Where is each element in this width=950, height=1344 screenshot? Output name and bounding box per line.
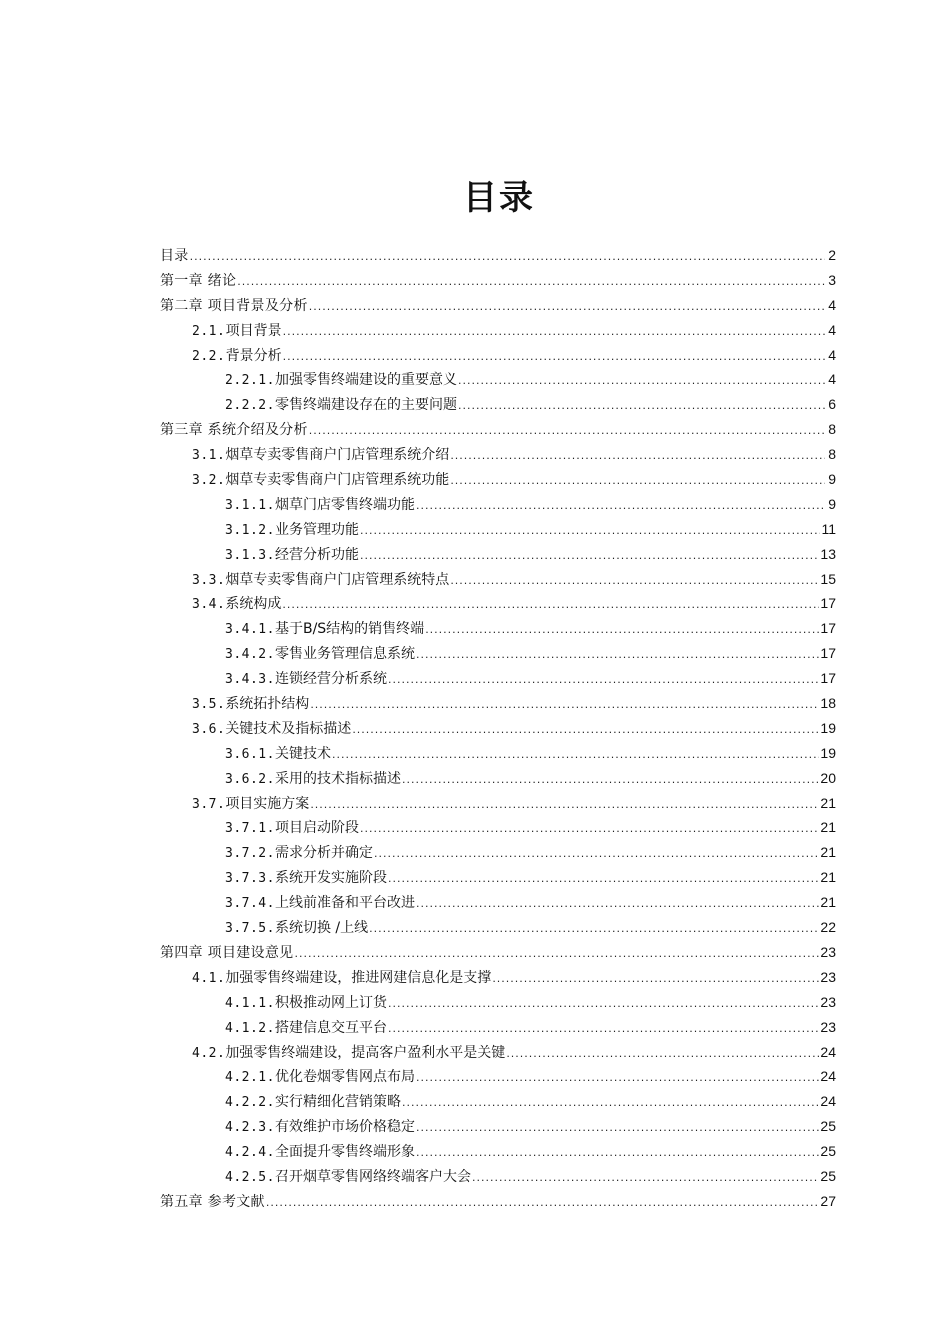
toc-entry-page-number: 19 (820, 744, 836, 761)
toc-entry-label: 需求分析并确定 (274, 845, 373, 862)
toc-entry[interactable] (160, 1015, 836, 1040)
toc-entry-page-number: 4 (828, 321, 836, 338)
toc-entry[interactable] (160, 616, 836, 641)
toc-entry-page-number: 21 (820, 819, 836, 836)
toc-entry-page-number: 24 (820, 1043, 836, 1060)
dot-leader (388, 867, 819, 892)
dot-leader (425, 618, 819, 643)
dot-leader (332, 743, 819, 768)
page-title: 目录 (463, 178, 535, 218)
toc-entry-number: 3.6. (192, 721, 226, 737)
toc-entry-label: 连锁经营分析系统 (274, 671, 387, 688)
toc-entry-page-number: 8 (828, 421, 836, 438)
toc-entry[interactable] (160, 367, 836, 392)
toc-entry-label: 第三章 系统介绍及分析 (160, 422, 308, 439)
toc-entry-number: 3.6.1. (225, 746, 275, 762)
toc-entry-number: 4.2.3. (225, 1120, 275, 1136)
toc-entry[interactable] (160, 915, 836, 940)
toc-entry-label: 项目启动阶段 (274, 820, 359, 837)
toc-entry-number: 2.2.1. (225, 373, 275, 389)
toc-entry[interactable] (160, 392, 836, 417)
toc-entry[interactable] (160, 417, 836, 442)
toc-entry-page-number: 2 (828, 247, 836, 263)
toc-entry-label: 基于B/S结构的销售终端 (274, 621, 425, 638)
toc-entry-label: 烟草门店零售终端功能 (274, 496, 415, 513)
toc-entry[interactable] (160, 815, 836, 840)
toc-entry-number: 3.3. (192, 572, 226, 588)
toc-entry-page-number: 21 (820, 894, 836, 911)
dot-leader (416, 1116, 819, 1141)
toc-entry-number: 3.5. (192, 697, 226, 713)
toc-entry[interactable] (160, 1139, 836, 1164)
toc-entry-page-number: 27 (820, 1192, 836, 1209)
toc-entry-page-number: 25 (820, 1118, 836, 1135)
toc-entry[interactable] (160, 517, 836, 542)
toc-entry-label: 项目背景 (225, 322, 282, 339)
toc-entry-page-number: 20 (820, 769, 836, 786)
dot-leader (458, 394, 825, 419)
toc-entry-page-number: 23 (820, 993, 836, 1010)
toc-entry-number: 3.4.1. (225, 622, 275, 638)
dot-leader (472, 1166, 819, 1191)
toc-entry-label: 积极推动网上订货 (274, 994, 387, 1011)
dot-leader (360, 817, 819, 842)
toc-entry-number: 4.1.1. (225, 995, 275, 1011)
dot-leader (352, 718, 819, 743)
toc-entry-number: 4.2.2. (225, 1095, 275, 1111)
toc-entry[interactable] (160, 243, 836, 268)
toc-entry-label: 系统开发实施阶段 (274, 870, 387, 887)
toc-entry-label: 关键技术 (274, 745, 331, 762)
dot-leader (360, 544, 819, 569)
toc-entry-page-number: 9 (828, 471, 836, 488)
dot-leader (416, 892, 819, 917)
toc-entry-number: 3.1.3. (225, 547, 275, 563)
toc-entry-page-number: 24 (820, 1093, 836, 1110)
toc-entry[interactable] (160, 343, 836, 368)
dot-leader (450, 569, 819, 594)
toc-entry-number: 3.2. (192, 473, 226, 489)
toc-entry-label: 有效维护市场价格稳定 (274, 1119, 415, 1136)
dot-leader (388, 1017, 819, 1042)
toc-entry-page-number: 17 (820, 645, 836, 662)
toc-entry-label: 项目实施方案 (225, 795, 310, 812)
toc-entry[interactable] (160, 890, 836, 915)
toc-entry[interactable] (160, 641, 836, 666)
dot-leader (416, 643, 819, 668)
toc-entry-page-number: 17 (820, 595, 836, 612)
toc-entry-page-number: 21 (820, 869, 836, 886)
toc-entry-number: 3.7.5. (225, 921, 275, 937)
toc-entry-page-number: 4 (828, 296, 836, 313)
toc-entry-page-number: 19 (820, 719, 836, 736)
toc-entry[interactable] (160, 865, 836, 890)
dot-leader (237, 270, 825, 295)
toc-entry[interactable] (160, 766, 836, 791)
dot-leader (309, 295, 825, 320)
toc-entry-label: 系统切换 /上线 (274, 920, 369, 937)
dot-leader (310, 693, 819, 718)
dot-leader (450, 469, 825, 494)
toc-entry-page-number: 17 (820, 670, 836, 687)
toc-entry-label: 背景分析 (225, 347, 282, 364)
dot-leader (369, 917, 819, 942)
toc-entry-label: 优化卷烟零售网点布局 (274, 1069, 415, 1086)
toc-entry-number: 3.1.1. (225, 497, 275, 513)
toc-entry-label: 召开烟草零售网络终端客户大会 (274, 1168, 471, 1185)
toc-entry-number: 4.2.4. (225, 1145, 275, 1161)
dot-leader (402, 1091, 819, 1116)
toc-entry-label: 零售终端建设存在的主要问题 (274, 397, 457, 414)
toc-entry-number: 3.4.3. (225, 672, 275, 688)
toc-entry-label: 加强零售终端建设的重要意义 (274, 372, 457, 389)
toc-entry-label: 系统构成 (225, 596, 282, 613)
toc-entry-number: 3.1.2. (225, 522, 275, 538)
toc-entry[interactable] (160, 691, 836, 716)
dot-leader (402, 768, 819, 793)
toc-entry-number: 3.4.2. (225, 647, 275, 663)
toc-entry-number: 4.2.5. (225, 1169, 275, 1185)
toc-entry[interactable] (160, 1040, 836, 1065)
toc-entry[interactable] (160, 293, 836, 318)
toc-entry-page-number: 21 (820, 844, 836, 861)
toc-entry-label: 烟草专卖零售商户门店管理系统功能 (225, 472, 450, 489)
toc-entry-page-number: 17 (820, 620, 836, 637)
dot-leader (416, 1141, 819, 1166)
toc-entry-number: 3.4. (192, 597, 226, 613)
toc-entry-page-number: 25 (820, 1167, 836, 1184)
dot-leader (294, 942, 819, 967)
toc-entry-label: 第一章 绪论 (160, 272, 237, 289)
toc-entry-page-number: 11 (821, 520, 836, 537)
toc-entry-label: 全面提升零售终端形象 (274, 1144, 415, 1161)
toc-entry[interactable] (160, 467, 836, 492)
toc-entry-number: 4.1.2. (225, 1020, 275, 1036)
dot-leader (458, 369, 825, 394)
toc-entry[interactable] (160, 1064, 836, 1089)
toc-entry[interactable] (160, 965, 836, 990)
toc-entry-page-number: 15 (820, 570, 836, 587)
toc-entry[interactable] (160, 318, 836, 343)
toc-entry-number: 2.2. (192, 348, 226, 364)
toc-entry-label: 零售业务管理信息系统 (274, 646, 415, 663)
toc-entry-label: 系统拓扑结构 (225, 696, 310, 713)
toc-entry-label: 经营分析功能 (274, 546, 359, 563)
toc-entry-number: 3.7.2. (225, 846, 275, 862)
toc-entry-label: 烟草专卖零售商户门店管理系统介绍 (225, 447, 450, 464)
toc-entry[interactable] (160, 1189, 836, 1214)
toc-entry[interactable] (160, 741, 836, 766)
toc-entry-number: 3.7.3. (225, 871, 275, 887)
toc-entry-label: 关键技术及指标描述 (225, 720, 352, 737)
toc-entry-page-number: 9 (828, 495, 836, 512)
dot-leader (266, 1191, 820, 1216)
toc-entry-label: 目录 (160, 248, 189, 264)
toc-entry-page-number: 3 (828, 271, 836, 288)
dot-leader (388, 668, 819, 693)
toc-entry-number: 3.1. (192, 448, 226, 464)
dot-leader (374, 842, 819, 867)
toc-entry-page-number: 23 (820, 968, 836, 985)
toc-entry-label: 上线前准备和平台改进 (274, 895, 415, 912)
dot-leader (360, 519, 820, 544)
toc-entry[interactable] (160, 442, 836, 467)
dot-leader (310, 793, 819, 818)
toc-entry-number: 3.7. (192, 796, 226, 812)
toc-entry[interactable] (160, 1164, 836, 1189)
toc-entry-label: 第四章 项目建设意见 (160, 944, 294, 961)
toc-entry-number: 2.2.2. (225, 398, 275, 414)
toc-entry-page-number: 25 (820, 1143, 836, 1160)
toc-entry-label: 加强零售终端建设，推进网建信息化是支撑 (225, 969, 492, 986)
toc-entry-number: 3.6.2. (225, 771, 275, 787)
dot-leader (388, 992, 819, 1017)
toc-entry[interactable] (160, 940, 836, 965)
toc-entry-label: 采用的技术指标描述 (274, 770, 401, 787)
toc-entry-label: 搭建信息交互平台 (274, 1019, 387, 1036)
toc-entry-label: 实行精细化营销策略 (274, 1094, 401, 1111)
toc-entry-page-number: 24 (820, 1068, 836, 1085)
toc-entry-label: 第二章 项目背景及分析 (160, 297, 308, 314)
toc-entry[interactable] (160, 666, 836, 691)
toc-entry-label: 业务管理功能 (274, 521, 359, 538)
toc-entry[interactable] (160, 840, 836, 865)
toc-entry[interactable] (160, 1114, 836, 1139)
dot-leader (416, 1066, 819, 1091)
toc-entry-page-number: 18 (820, 695, 836, 712)
toc-entry-page-number: 4 (828, 371, 836, 388)
toc-entry-number: 4.2. (192, 1045, 226, 1061)
toc-entry-number: 4.2.1. (225, 1070, 275, 1086)
toc-entry[interactable] (160, 542, 836, 567)
toc-entry-number: 2.1. (192, 323, 226, 339)
toc-entry-page-number: 4 (828, 346, 836, 363)
toc-entry[interactable] (160, 567, 836, 592)
dot-leader (282, 593, 819, 618)
toc-entry[interactable] (160, 791, 836, 816)
toc-entry-label: 烟草专卖零售商户门店管理系统特点 (225, 571, 450, 588)
dot-leader (283, 345, 825, 370)
toc-entry-page-number: 6 (828, 396, 836, 413)
toc-entry-label: 加强零售终端建设，提高客户盈利水平是关键 (225, 1044, 506, 1061)
toc-entry-number: 3.7.4. (225, 896, 275, 912)
toc-entry[interactable] (160, 990, 836, 1015)
dot-leader (450, 444, 825, 469)
toc-entry[interactable] (160, 1089, 836, 1114)
dot-leader (283, 320, 825, 345)
table-of-contents (160, 243, 836, 1214)
toc-entry-number: 3.7.1. (225, 821, 275, 837)
toc-entry-page-number: 8 (828, 446, 836, 463)
toc-entry[interactable] (160, 591, 836, 616)
dot-leader (190, 245, 825, 270)
dot-leader (492, 967, 819, 992)
toc-entry-page-number: 21 (820, 794, 836, 811)
dot-leader (416, 494, 825, 519)
toc-entry-page-number: 23 (820, 943, 836, 960)
dot-leader (506, 1042, 819, 1067)
toc-entry-number: 4.1. (192, 970, 226, 986)
toc-entry[interactable] (160, 268, 836, 293)
toc-entry-page-number: 22 (820, 919, 836, 936)
toc-entry[interactable] (160, 492, 836, 517)
dot-leader (309, 419, 825, 444)
toc-entry[interactable] (160, 716, 836, 741)
toc-entry-label: 第五章 参考文献 (160, 1193, 265, 1210)
toc-entry-page-number: 23 (820, 1018, 836, 1035)
toc-entry-page-number: 13 (820, 545, 836, 562)
